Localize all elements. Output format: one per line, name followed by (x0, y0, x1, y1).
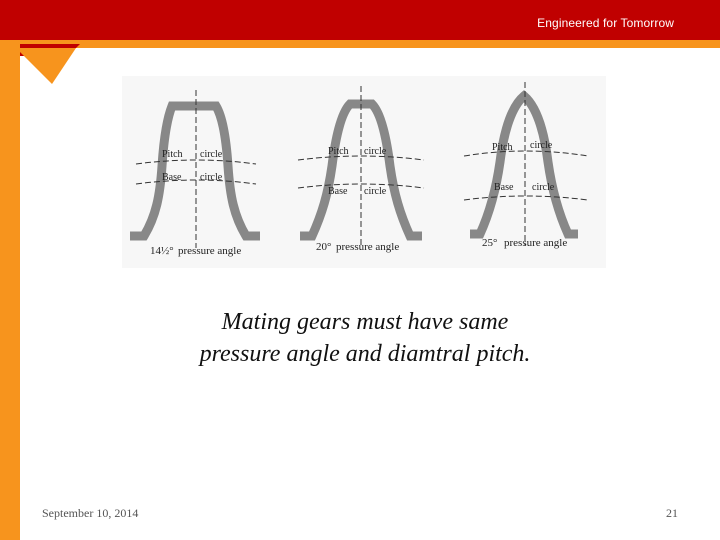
pitch-label: Pitch (162, 149, 183, 160)
pressure-angle-value: 25° (482, 237, 498, 249)
base-label: Base (328, 186, 348, 197)
slide-caption (130, 306, 600, 370)
pitch-label: Pitch (492, 142, 513, 153)
circle-label: circle (530, 140, 553, 151)
pressure-angle-text: pressure angle (504, 237, 568, 249)
pressure-angle-value: 20° (316, 241, 332, 253)
header-orange-stripe (0, 40, 720, 48)
gear-tooth-diagram (122, 76, 606, 268)
circle-label: circle (200, 149, 223, 160)
circle-label: circle (532, 182, 555, 193)
pressure-angle-value: 14½° (150, 245, 174, 257)
gear-tooth-figure (122, 76, 606, 268)
caption-line-2: pressure angle and diamtral pitch. (199, 341, 531, 367)
page-number: 21 (666, 506, 678, 520)
circle-label: circle (364, 146, 387, 157)
header-notch (0, 0, 90, 90)
base-label: Base (162, 172, 182, 183)
base-label: Base (494, 182, 514, 193)
circle-label: circle (200, 172, 223, 183)
pressure-angle-text: pressure angle (178, 245, 242, 257)
brand-tagline: Engineered for Tomorrow (537, 16, 674, 30)
caption-line-1: Mating gears must have same (221, 309, 509, 335)
circle-label: circle (364, 186, 387, 197)
pressure-angle-text: pressure angle (336, 241, 400, 253)
footer-date: September 10, 2014 (42, 506, 139, 520)
pitch-label: Pitch (328, 146, 349, 157)
